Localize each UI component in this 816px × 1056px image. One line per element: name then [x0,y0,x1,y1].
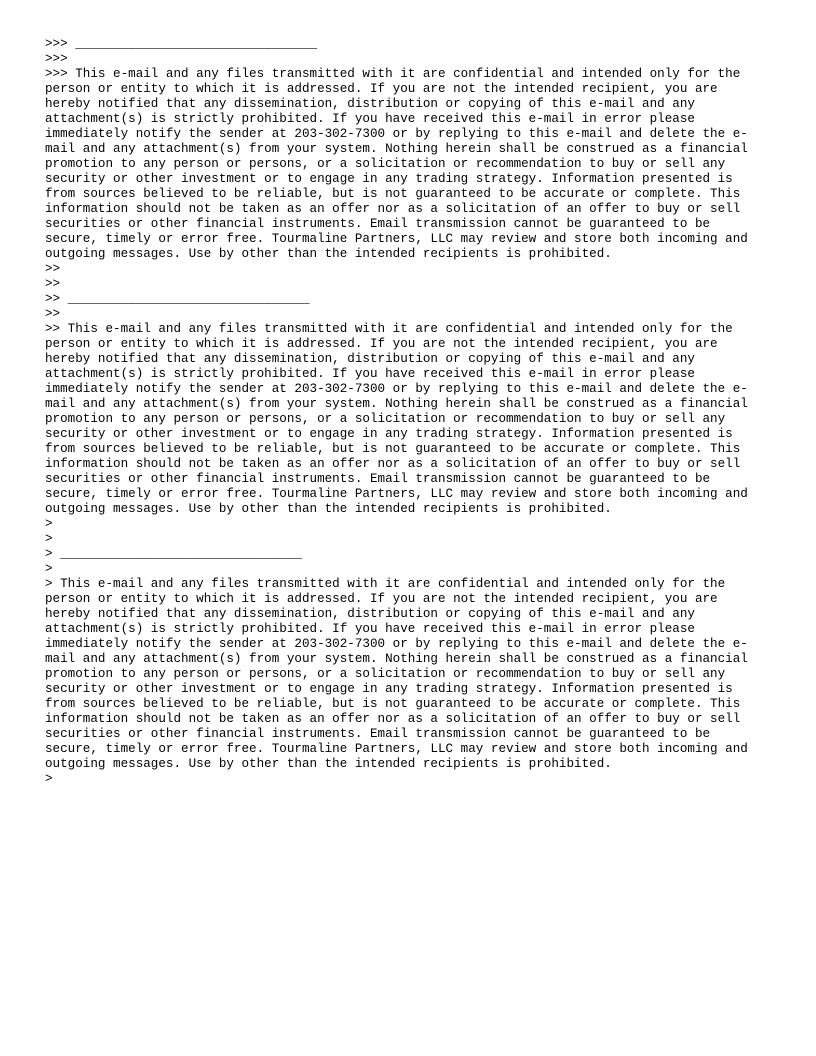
disclaimer-text-line: mail and any attachment(s) from your system. Nothing herein shall be construed as a financial [45,397,748,411]
disclaimer-text-line: outgoing messages. Use by other than the intended recipients is prohibited. [45,502,612,516]
disclaimer-text-line: information should not be taken as an offer nor as a solicitation of an offer to buy or sell [45,457,741,471]
disclaimer-text-line: immediately notify the sender at 203-302-7300 or by replying to this e-mail and delete the e- [45,637,748,651]
disclaimer-text-line: attachment(s) is strictly prohibited. If you have received this e-mail in error please [45,367,695,381]
quote-marker-line: >> [45,262,61,276]
disclaimer-text-line: person or entity to which it is addressed. If you are not the intended recipient, you are [45,592,718,606]
quoted-separator-line: >> ________________________________ [45,292,310,306]
disclaimer-text-line: attachment(s) is strictly prohibited. If you have received this e-mail in error please [45,622,695,636]
disclaimer-text-line: information should not be taken as an offer nor as a solicitation of an offer to buy or sell [45,712,741,726]
disclaimer-text-line: securities or other financial instruments. Email transmission cannot be guaranteed to be [45,727,711,741]
quote-marker-line: > [45,517,53,531]
disclaimer-text-line: security or other investment or to engage in any trading strategy. Information presented is [45,427,733,441]
disclaimer-text-line: >>> This e-mail and any files transmitted with it are confidential and intended only for the [45,67,741,81]
quoted-separator-line: > ________________________________ [45,547,302,561]
disclaimer-text-line: hereby notified that any dissemination, distribution or copying of this e-mail and any [45,607,695,621]
disclaimer-text-line: secure, timely or error free. Tourmaline Partners, LLC may review and store both incoming and [45,232,748,246]
disclaimer-text-line: secure, timely or error free. Tourmaline Partners, LLC may review and store both incoming and [45,487,748,501]
disclaimer-text-line: hereby notified that any dissemination, distribution or copying of this e-mail and any [45,97,695,111]
disclaimer-text-line: outgoing messages. Use by other than the intended recipients is prohibited. [45,247,612,261]
disclaimer-text-line: information should not be taken as an offer nor as a solicitation of an offer to buy or sell [45,202,741,216]
email-document-body [45,37,785,787]
disclaimer-text-line: attachment(s) is strictly prohibited. If you have received this e-mail in error please [45,112,695,126]
disclaimer-text-line: from sources believed to be reliable, but is not guaranteed to be accurate or complete. This [45,442,741,456]
quote-marker-line: > [45,772,53,786]
disclaimer-text-line: person or entity to which it is addressed. If you are not the intended recipient, you are [45,337,718,351]
disclaimer-text-line: > This e-mail and any files transmitted with it are confidential and intended only for the [45,577,726,591]
quote-marker-line: > [45,562,53,576]
disclaimer-text-line: secure, timely or error free. Tourmaline Partners, LLC may review and store both incoming and [45,742,748,756]
disclaimer-text-line: mail and any attachment(s) from your system. Nothing herein shall be construed as a financial [45,652,748,666]
disclaimer-text-line: outgoing messages. Use by other than the intended recipients is prohibited. [45,757,612,771]
disclaimer-text-line: person or entity to which it is addressed. If you are not the intended recipient, you are [45,82,718,96]
disclaimer-text-line: security or other investment or to engage in any trading strategy. Information presented is [45,682,733,696]
disclaimer-text-line: promotion to any person or persons, or a solicitation or recommendation to buy or sell any [45,412,726,426]
disclaimer-text-line: from sources believed to be reliable, but is not guaranteed to be accurate or complete. This [45,697,741,711]
quoted-separator-line: >>> ________________________________ [45,37,318,51]
disclaimer-text-line: mail and any attachment(s) from your system. Nothing herein shall be construed as a financial [45,142,748,156]
disclaimer-text-line: hereby notified that any dissemination, distribution or copying of this e-mail and any [45,352,695,366]
disclaimer-text-line: promotion to any person or persons, or a solicitation or recommendation to buy or sell any [45,667,726,681]
disclaimer-text-line: immediately notify the sender at 203-302-7300 or by replying to this e-mail and delete the e- [45,127,748,141]
quote-marker-line: >> [45,307,61,321]
quote-marker-line: >> [45,277,61,291]
disclaimer-text-line: from sources believed to be reliable, but is not guaranteed to be accurate or complete. This [45,187,741,201]
disclaimer-text-line: promotion to any person or persons, or a solicitation or recommendation to buy or sell any [45,157,726,171]
disclaimer-text-line: immediately notify the sender at 203-302-7300 or by replying to this e-mail and delete the e- [45,382,748,396]
quote-marker-line: > [45,532,53,546]
disclaimer-text-line: securities or other financial instruments. Email transmission cannot be guaranteed to be [45,472,711,486]
disclaimer-text-line: securities or other financial instruments. Email transmission cannot be guaranteed to be [45,217,711,231]
disclaimer-text-line: security or other investment or to engage in any trading strategy. Information presented is [45,172,733,186]
quote-marker-line: >>> [45,52,68,66]
disclaimer-text-line: >> This e-mail and any files transmitted with it are confidential and intended only for the [45,322,733,336]
